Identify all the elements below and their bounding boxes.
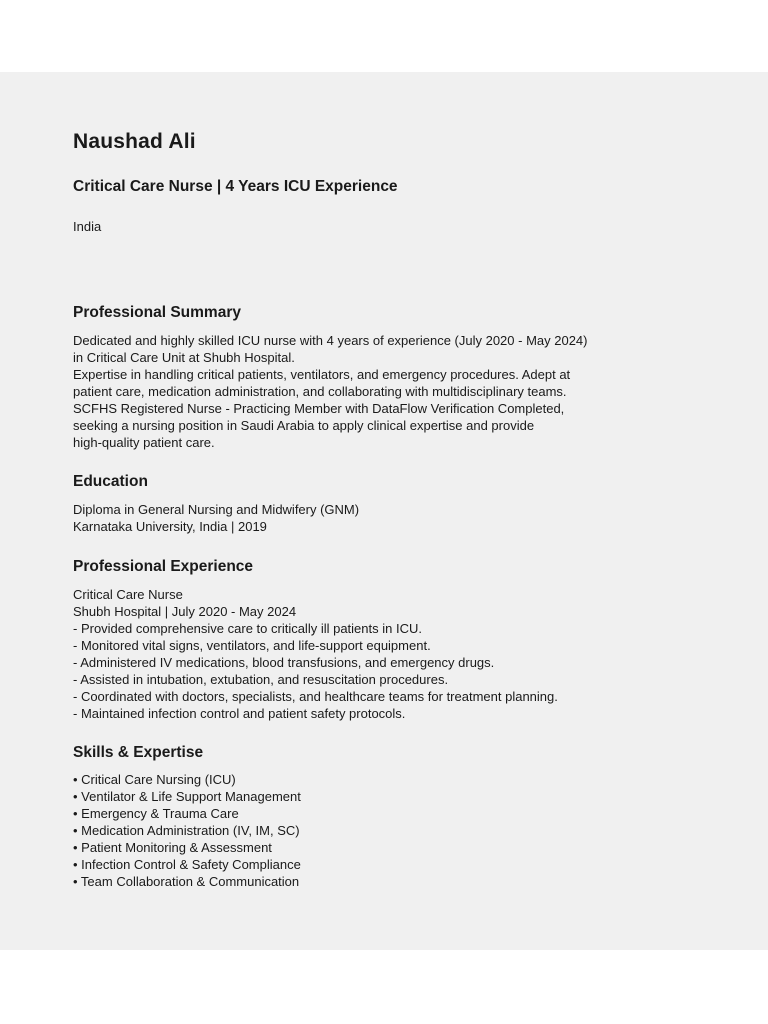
summary-line: Dedicated and highly skilled ICU nurse with 4 years of experience (July 2020 - May 2024) bbox=[73, 333, 588, 348]
experience-line: - Monitored vital signs, ventilators, and life-support equipment. bbox=[73, 638, 431, 653]
experience-line: - Provided comprehensive care to critically ill patients in ICU. bbox=[73, 621, 422, 636]
candidate-name: Naushad Ali bbox=[73, 130, 196, 153]
education-line: Karnataka University, India | 2019 bbox=[73, 519, 267, 534]
skill-item: • Ventilator & Life Support Management bbox=[73, 789, 301, 804]
experience-line: Critical Care Nurse bbox=[73, 587, 183, 602]
summary-line: SCFHS Registered Nurse - Practicing Member with DataFlow Verification Completed, bbox=[73, 401, 565, 416]
experience-line: - Maintained infection control and patient safety protocols. bbox=[73, 706, 406, 721]
skill-item: • Infection Control & Safety Compliance bbox=[73, 857, 301, 872]
experience-line: - Administered IV medications, blood transfusions, and emergency drugs. bbox=[73, 655, 495, 670]
summary-line: in Critical Care Unit at Shubh Hospital. bbox=[73, 350, 295, 365]
skill-item: • Emergency & Trauma Care bbox=[73, 806, 239, 821]
experience-line: Shubh Hospital | July 2020 - May 2024 bbox=[73, 604, 297, 619]
experience-heading: Professional Experience bbox=[73, 558, 254, 575]
summary-line: seeking a nursing position in Saudi Arabia to apply clinical expertise and provide bbox=[73, 418, 535, 433]
skill-item: • Critical Care Nursing (ICU) bbox=[73, 772, 236, 787]
experience-line: - Assisted in intubation, extubation, and resuscitation procedures. bbox=[73, 672, 449, 687]
resume-page bbox=[0, 72, 768, 950]
experience-line: - Coordinated with doctors, specialists, and healthcare teams for treatment planning. bbox=[73, 689, 558, 704]
candidate-location: India bbox=[73, 219, 102, 234]
candidate-headline: Critical Care Nurse | 4 Years ICU Experience bbox=[73, 178, 398, 195]
summary-heading: Professional Summary bbox=[73, 304, 241, 321]
skill-item: • Medication Administration (IV, IM, SC) bbox=[73, 823, 300, 838]
summary-line: high-quality patient care. bbox=[73, 435, 215, 450]
skill-item: • Team Collaboration & Communication bbox=[73, 874, 300, 889]
skills-heading: Skills & Expertise bbox=[73, 744, 204, 761]
skill-item: • Patient Monitoring & Assessment bbox=[73, 840, 272, 855]
summary-line: patient care, medication administration, and collaborating with multidisciplinary teams. bbox=[73, 384, 567, 399]
education-heading: Education bbox=[73, 473, 148, 490]
education-line: Diploma in General Nursing and Midwifery (GNM) bbox=[73, 502, 360, 517]
education-body bbox=[73, 501, 713, 535]
summary-line: Expertise in handling critical patients, ventilators, and emergency procedures. Adept at bbox=[73, 367, 571, 382]
experience-body bbox=[73, 586, 713, 722]
skills-body bbox=[73, 771, 713, 890]
summary-body bbox=[73, 332, 713, 451]
